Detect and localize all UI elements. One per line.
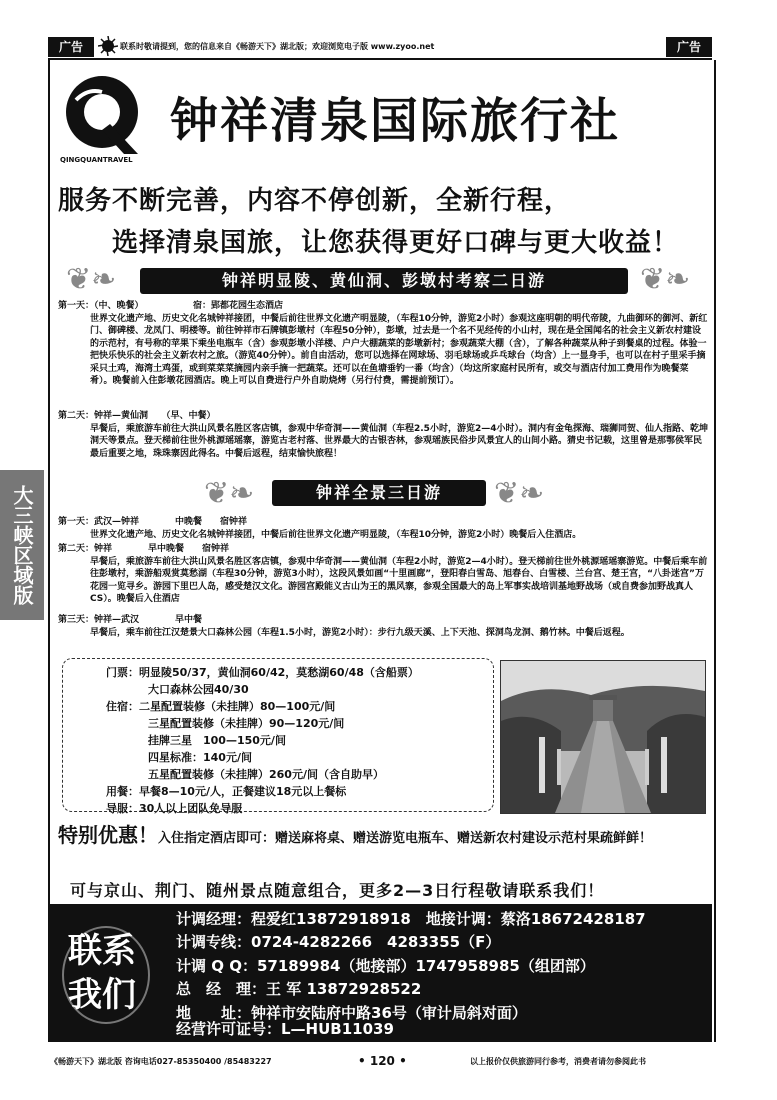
tour2-day2	[58, 543, 708, 606]
tour1-title: 钟祥明显陵、黄仙洞、彭墩村考察二日游	[140, 268, 628, 294]
stay-option: 四星标准：140元/间	[148, 751, 252, 764]
contact-label-2: 我们	[68, 975, 136, 1015]
combo-note: 可与京山、荆门、随州景点随意组合，更多2—3日行程敬请联系我们！	[70, 881, 605, 900]
ticket-prices: 门票：明显陵50/37，黄仙洞60/42，莫愁湖60/48（含船票）	[106, 666, 419, 679]
logo-text: QINGQUANTRAVEL	[60, 156, 133, 164]
day-body: 早餐后，乘旅游车前往大洪山风景名胜区客店镇，参观中华奇洞——黄仙洞（车程2.5小时，游览2—4小时）。洞内有金龟探海、瑞狮同贺、仙人指路、乾坤洞天等景点。登天梯前往世外桃源瑶瑶寨，游览古老村落、世界最大的古银杏林，参观瑶族民俗步风景宜人的山间小路。猜史书记载，这里曾是那鄂侯军民最后重要之地，珠珠寨因此得名。中餐后返程，结束愉快旅程！	[90, 423, 708, 459]
tour2-day1	[58, 516, 708, 541]
day-heading: 第二天：钟祥—黄仙洞 （早、中餐）	[58, 411, 216, 421]
contact-row: 经营许可证号：L—HUB11039	[176, 1020, 394, 1038]
day-heading: 第三天：钟祥—武汉 早中餐	[58, 615, 203, 625]
special-offer	[58, 823, 708, 848]
day-heading: 第一天：（中、晚餐） 宿：郢都花园生态酒店	[58, 301, 284, 311]
slogan-line-1: 服务不断完善，内容不停创新，全新行程，	[58, 186, 572, 216]
contact-row: 计调专线：0724-4282266 4283355（F）	[176, 933, 501, 951]
footer-left: 《畅游天下》湖北版 咨询电话027-85350400 /85483227	[50, 1057, 272, 1066]
swirl-ornament-icon: ❦❧	[640, 262, 691, 297]
contact-label-1: 联系	[68, 931, 136, 971]
footer-right: 以上报价仅供旅游同行参考，消费者请勿参阅此书	[470, 1057, 646, 1066]
ticket-prices-2: 大口森林公园40/30	[148, 683, 249, 696]
stay-option: 住宿：二星配置装修（未挂牌）80—100元/间	[106, 700, 336, 713]
tour1-day2	[58, 410, 708, 460]
header-note: 联系时敬请提到，您的信息来自《畅游天下》湖北版；欢迎浏览电子版 www.zyoo.net	[120, 42, 435, 51]
special-text: 入住指定酒店即可：赠送麻将桌、赠送游览电瓶车、赠送新农村建设示范村果疏鲜鲜！	[158, 831, 653, 846]
ad-tag-right: 广告	[666, 37, 712, 57]
swirl-ornament-icon: ❦❧	[204, 476, 255, 511]
tour2-title: 钟祥全景三日游	[272, 480, 486, 506]
swirl-ornament-icon: ❦❧	[66, 262, 117, 297]
company-name: 钟祥清泉国际旅行社	[170, 93, 621, 149]
day-heading: 第一天：武汉—钟祥 中晚餐 宿钟祥	[58, 517, 248, 527]
stay-option: 三星配置装修（未挂牌）90—120元/间	[148, 717, 345, 730]
q-logo-icon	[58, 70, 148, 160]
contact-row: 地 址：钟祥市安陆府中路36号（审计局斜对面）	[176, 1004, 527, 1022]
page-number: • 120 •	[358, 1054, 407, 1068]
contact-row: 计调 Q Q：57189984（地接部）1747958985（组团部）	[176, 957, 595, 975]
stay-option: 挂牌三星 100—150元/间	[148, 734, 286, 747]
tour1-day1	[58, 300, 708, 388]
tomb-photo	[500, 660, 706, 814]
contact-row: 计调经理：程爱红13872918918 地接计调：蔡洛18672428187	[176, 910, 646, 928]
publication-logo-icon	[98, 36, 118, 56]
slogan-line-2: 选择清泉国旅，让您获得更好口碑与更大收益！	[112, 228, 680, 258]
meal-info: 用餐：早餐8—10元/人，正餐建议18元以上餐标	[106, 785, 347, 798]
day-body: 世界文化遗产地、历史文化名城钟祥接团，中餐后前往世界文化遗产明显陵，（车程10分钟，游览2小时）参观这座明朝的明代帝陵，九曲御环的御河、新红门、御碑楼、龙凤门、明楼等。前往钟祥市石牌镇彭墩村（车程50分钟），彭墩，过去是一个名不见经传的小山村，现在是全国闻名的社会主义新农村建设的示范村，有号称的苹果下乘坐电瓶车（含）参观彭墩小洋楼、户户大棚蔬菜的彭墩新村；参观蔬菜大棚（含），了解各种蔬菜从种子到餐桌的过程。体验一把快乐快乐的社会主义新农村之旅。（游览40分钟）。前自由活动，您可以选择在网球场、羽毛球场或乒乓球台（均含）上一显身手，也可以在村子里采手摘采只土鸡，海湾土鸡蛋，或到菜菜菜摘园内亲手摘一把蔬菜。还可以在鱼塘垂钓一番（均含）（均这所家庭村民所有，或交与酒店付加工费用作为晚餐菜肴）。晚餐前入住彭墩花园酒店。晚上可以自费进行户外自助烧烤（另行付费，需提前预订）。	[90, 313, 708, 386]
contact-row: 总 经 理：王 军 13872928522	[176, 980, 422, 998]
tour2-day3	[58, 614, 708, 639]
stay-option: 五星配置装修（未挂牌）260元/间（含自助早）	[148, 768, 384, 781]
day-body: 早餐后，乘旅游车前往大洪山风景名胜区客店镇，参观中华奇洞——黄仙洞（车程2小时，游览2—4小时）。登天梯前往世外桃源瑶瑶寨游览。中餐后乘车前往彭墩村，乘游船观赏莫愁湖（车程30分钟，游览3小时），这段风景如画“十里画廊”，登阳春白雪岛、旭春台、白雪楼、兰台宫、楚王宫，“八卦迷宫”万花园一览寻乡。游园下里巴人岛，感受楚汉文化。游园宫殿能义古山为王的黑风寨，参观全国最大的岛上军事实战培训基地野战场（或自费参加野战真人CS）。晚餐后入住酒店	[90, 556, 708, 604]
guide-info: 导服：30人以上团队免导服	[106, 802, 243, 815]
swirl-ornament-icon: ❦❧	[494, 476, 545, 511]
special-label: 特别优惠！	[58, 823, 158, 847]
side-region-tab: 大三峡区域版	[0, 470, 44, 620]
day-body: 早餐后，乘车前往江汉楚景大口森林公园（车程1.5小时，游览2小时）：步行九级天溪、上下天池、探洞鸟龙洞、鹅竹林。中餐后返程。	[90, 627, 630, 638]
day-heading: 第二天：钟祥 早中晚餐 宿钟祥	[58, 544, 230, 554]
ming-tomb-image-icon	[501, 661, 705, 813]
ad-tag-left: 广告	[48, 37, 94, 57]
company-logo	[58, 70, 148, 160]
day-body: 世界文化遗产地、历史文化名城钟祥接团，中餐后前往世界文化遗产明显陵，（车程10分钟，游览2小时）晚餐后入住酒店。	[90, 529, 582, 540]
